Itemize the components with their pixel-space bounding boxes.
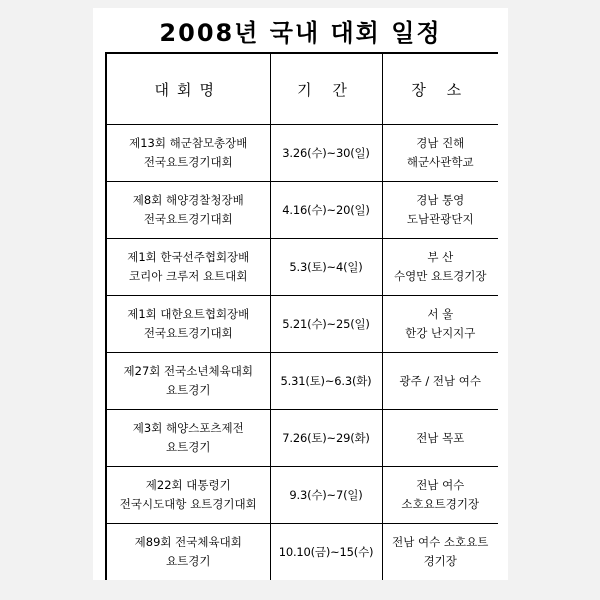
event-place-line: 경남 진해: [416, 136, 465, 150]
table-row: [106, 296, 498, 353]
event-period-cell: 4.16(수)~20(일): [270, 182, 382, 239]
event-name-cell: [106, 239, 270, 296]
event-name-line: 제22회 대통령기: [145, 478, 231, 492]
event-place-cell: [382, 239, 498, 296]
table-row: [106, 239, 498, 296]
event-name-line: 제27회 전국소년체육대회: [123, 364, 253, 378]
event-place-cell: [382, 296, 498, 353]
event-name-line: 요트경기: [166, 554, 211, 568]
event-name-line: 전국요트경기대회: [143, 212, 233, 226]
event-period-cell: 9.3(수)~7(일): [270, 467, 382, 524]
event-name-cell: [106, 410, 270, 467]
event-place-line: 해군사관학교: [406, 155, 474, 169]
event-place-line: 광주 / 전남 여수: [399, 373, 481, 388]
event-name-line: 제89회 전국체육대회: [134, 535, 242, 549]
event-name-line: 전국시도대항 요트경기대회: [119, 497, 257, 511]
event-place-line: 전남 여수 소호요트: [392, 535, 489, 549]
event-name-cell: [106, 524, 270, 581]
event-place-line: 도남관광단지: [406, 212, 474, 226]
event-name-cell: [106, 125, 270, 182]
event-place-cell: [382, 182, 498, 239]
event-period-cell: 5.21(수)~25(일): [270, 296, 382, 353]
header-period: 기 간: [270, 53, 382, 125]
header-name: 대회명: [106, 53, 270, 125]
event-name-cell: [106, 182, 270, 239]
table-row: [106, 353, 498, 410]
table-row: [106, 467, 498, 524]
event-place-line: 경남 통영: [416, 193, 465, 207]
table-row: [106, 182, 498, 239]
event-period-cell: 5.31(토)~6.3(화): [270, 353, 382, 410]
event-place-cell: [382, 410, 498, 467]
table-row: [106, 524, 498, 581]
event-name-line: 제3회 해양스포츠제전: [132, 421, 244, 435]
event-name-cell: [106, 353, 270, 410]
event-period-cell: 10.10(금)~15(수): [270, 524, 382, 581]
event-name-line: 요트경기: [166, 440, 211, 454]
event-name-line: 요트경기: [166, 383, 211, 397]
table-row: [106, 125, 498, 182]
event-place-cell: [382, 467, 498, 524]
event-name-line: 제1회 대한요트협회장배: [127, 307, 250, 321]
event-period-cell: 7.26(토)~29(화): [270, 410, 382, 467]
event-name-line: 전국요트경기대회: [143, 326, 233, 340]
table-row: [106, 410, 498, 467]
event-place-line: 전남 여수: [416, 478, 465, 492]
event-name-line: 전국요트경기대회: [143, 155, 233, 169]
event-place-line: 전남 목포: [416, 430, 465, 445]
event-place-line: 서 울: [427, 307, 454, 321]
event-place-cell: [382, 125, 498, 182]
event-place-cell: [382, 353, 498, 410]
schedule-table: [105, 52, 498, 580]
page-title: 2008년 국내 대회 일정: [159, 19, 442, 47]
event-period-cell: 3.26(수)~30(일): [270, 125, 382, 182]
header-place: 장 소: [382, 53, 498, 125]
event-place-line: 소호요트경기장: [401, 497, 480, 511]
header-row: [106, 53, 498, 125]
event-name-line: 제8회 해양경찰청장배: [132, 193, 244, 207]
event-place-line: 수영만 요트경기장: [393, 269, 487, 283]
event-place-line: 부 산: [427, 250, 454, 264]
event-name-line: 코리아 크루저 요트대회: [129, 269, 248, 283]
document-page: [93, 8, 508, 580]
event-place-line: 한강 난지지구: [405, 326, 476, 340]
event-name-line: 제13회 해군참모총장배: [129, 136, 248, 150]
event-name-cell: [106, 296, 270, 353]
event-place-cell: [382, 524, 498, 581]
event-name-cell: [106, 467, 270, 524]
event-period-cell: 5.3(토)~4(일): [270, 239, 382, 296]
event-name-line: 제1회 한국선주협회장배: [127, 250, 250, 264]
event-place-line: 경기장: [423, 554, 457, 568]
